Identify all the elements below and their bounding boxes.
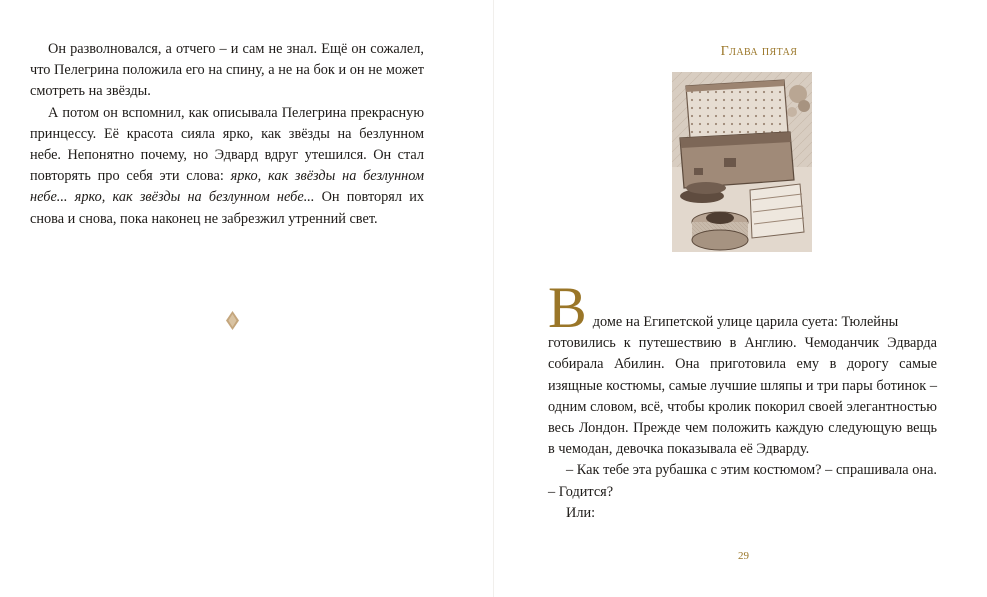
italic-run: ярко, как звёзды на безлунном небе... ярко, как звёзды на безлунном небе... <box>30 168 424 206</box>
chapter-paragraph: Или: <box>566 504 596 521</box>
left-page-text <box>30 39 424 230</box>
text-run: Он разволновался, а отчего – и сам не знал. Ещё он сожалел, что Пелегрина положила его на спину, а не на бок и он не может смотреть на звёзды. <box>30 41 424 100</box>
text-run: Он повторял их снова и снова, пока наконец не забрезжил утренний свет. <box>30 189 424 227</box>
text-run: А потом он вспомнил, как описывала Пелегрина прекрасную принцессу. Её красота сияла ярко, как звёзды на безлунном небе. Непонятно почему, но Эдвард вдруг утешился. Он стал повторять про себя эти слова: <box>30 104 424 185</box>
diamond-ornament-icon <box>226 311 239 330</box>
chapter-body <box>548 275 937 524</box>
drop-cap: В <box>548 275 587 340</box>
left-paragraph <box>30 39 424 103</box>
chapter-paragraph: – Как тебе эта рубашка с этим костюмом? – спрашивала она. – Годится? <box>548 462 937 500</box>
suitcase-illustration <box>672 72 812 252</box>
chapter-paragraph <box>548 275 937 460</box>
page-number: 29 <box>738 550 749 562</box>
right-page <box>494 0 987 597</box>
chapter-first-line: доме на Египетской улице царила суета: Тюлейны <box>592 314 899 330</box>
chapter-paragraph-rest: готовились к путешествию в Англию. Чемоданчик Эдварда собирала Абилин. Она приготовила ему в дорогу самые изящные костюмы, самые лучшие шляпы и три пары ботинок – одним словом, всё, чтобы кролик покорил своей элегантностью весь Лондон. Прежде чем положить каждую следующую вещь в чемодан, девочка показывала её Эдварду. <box>548 335 937 458</box>
left-paragraph <box>30 103 424 230</box>
chapter-title: Глава пятая <box>720 44 798 59</box>
left-page <box>0 0 493 597</box>
